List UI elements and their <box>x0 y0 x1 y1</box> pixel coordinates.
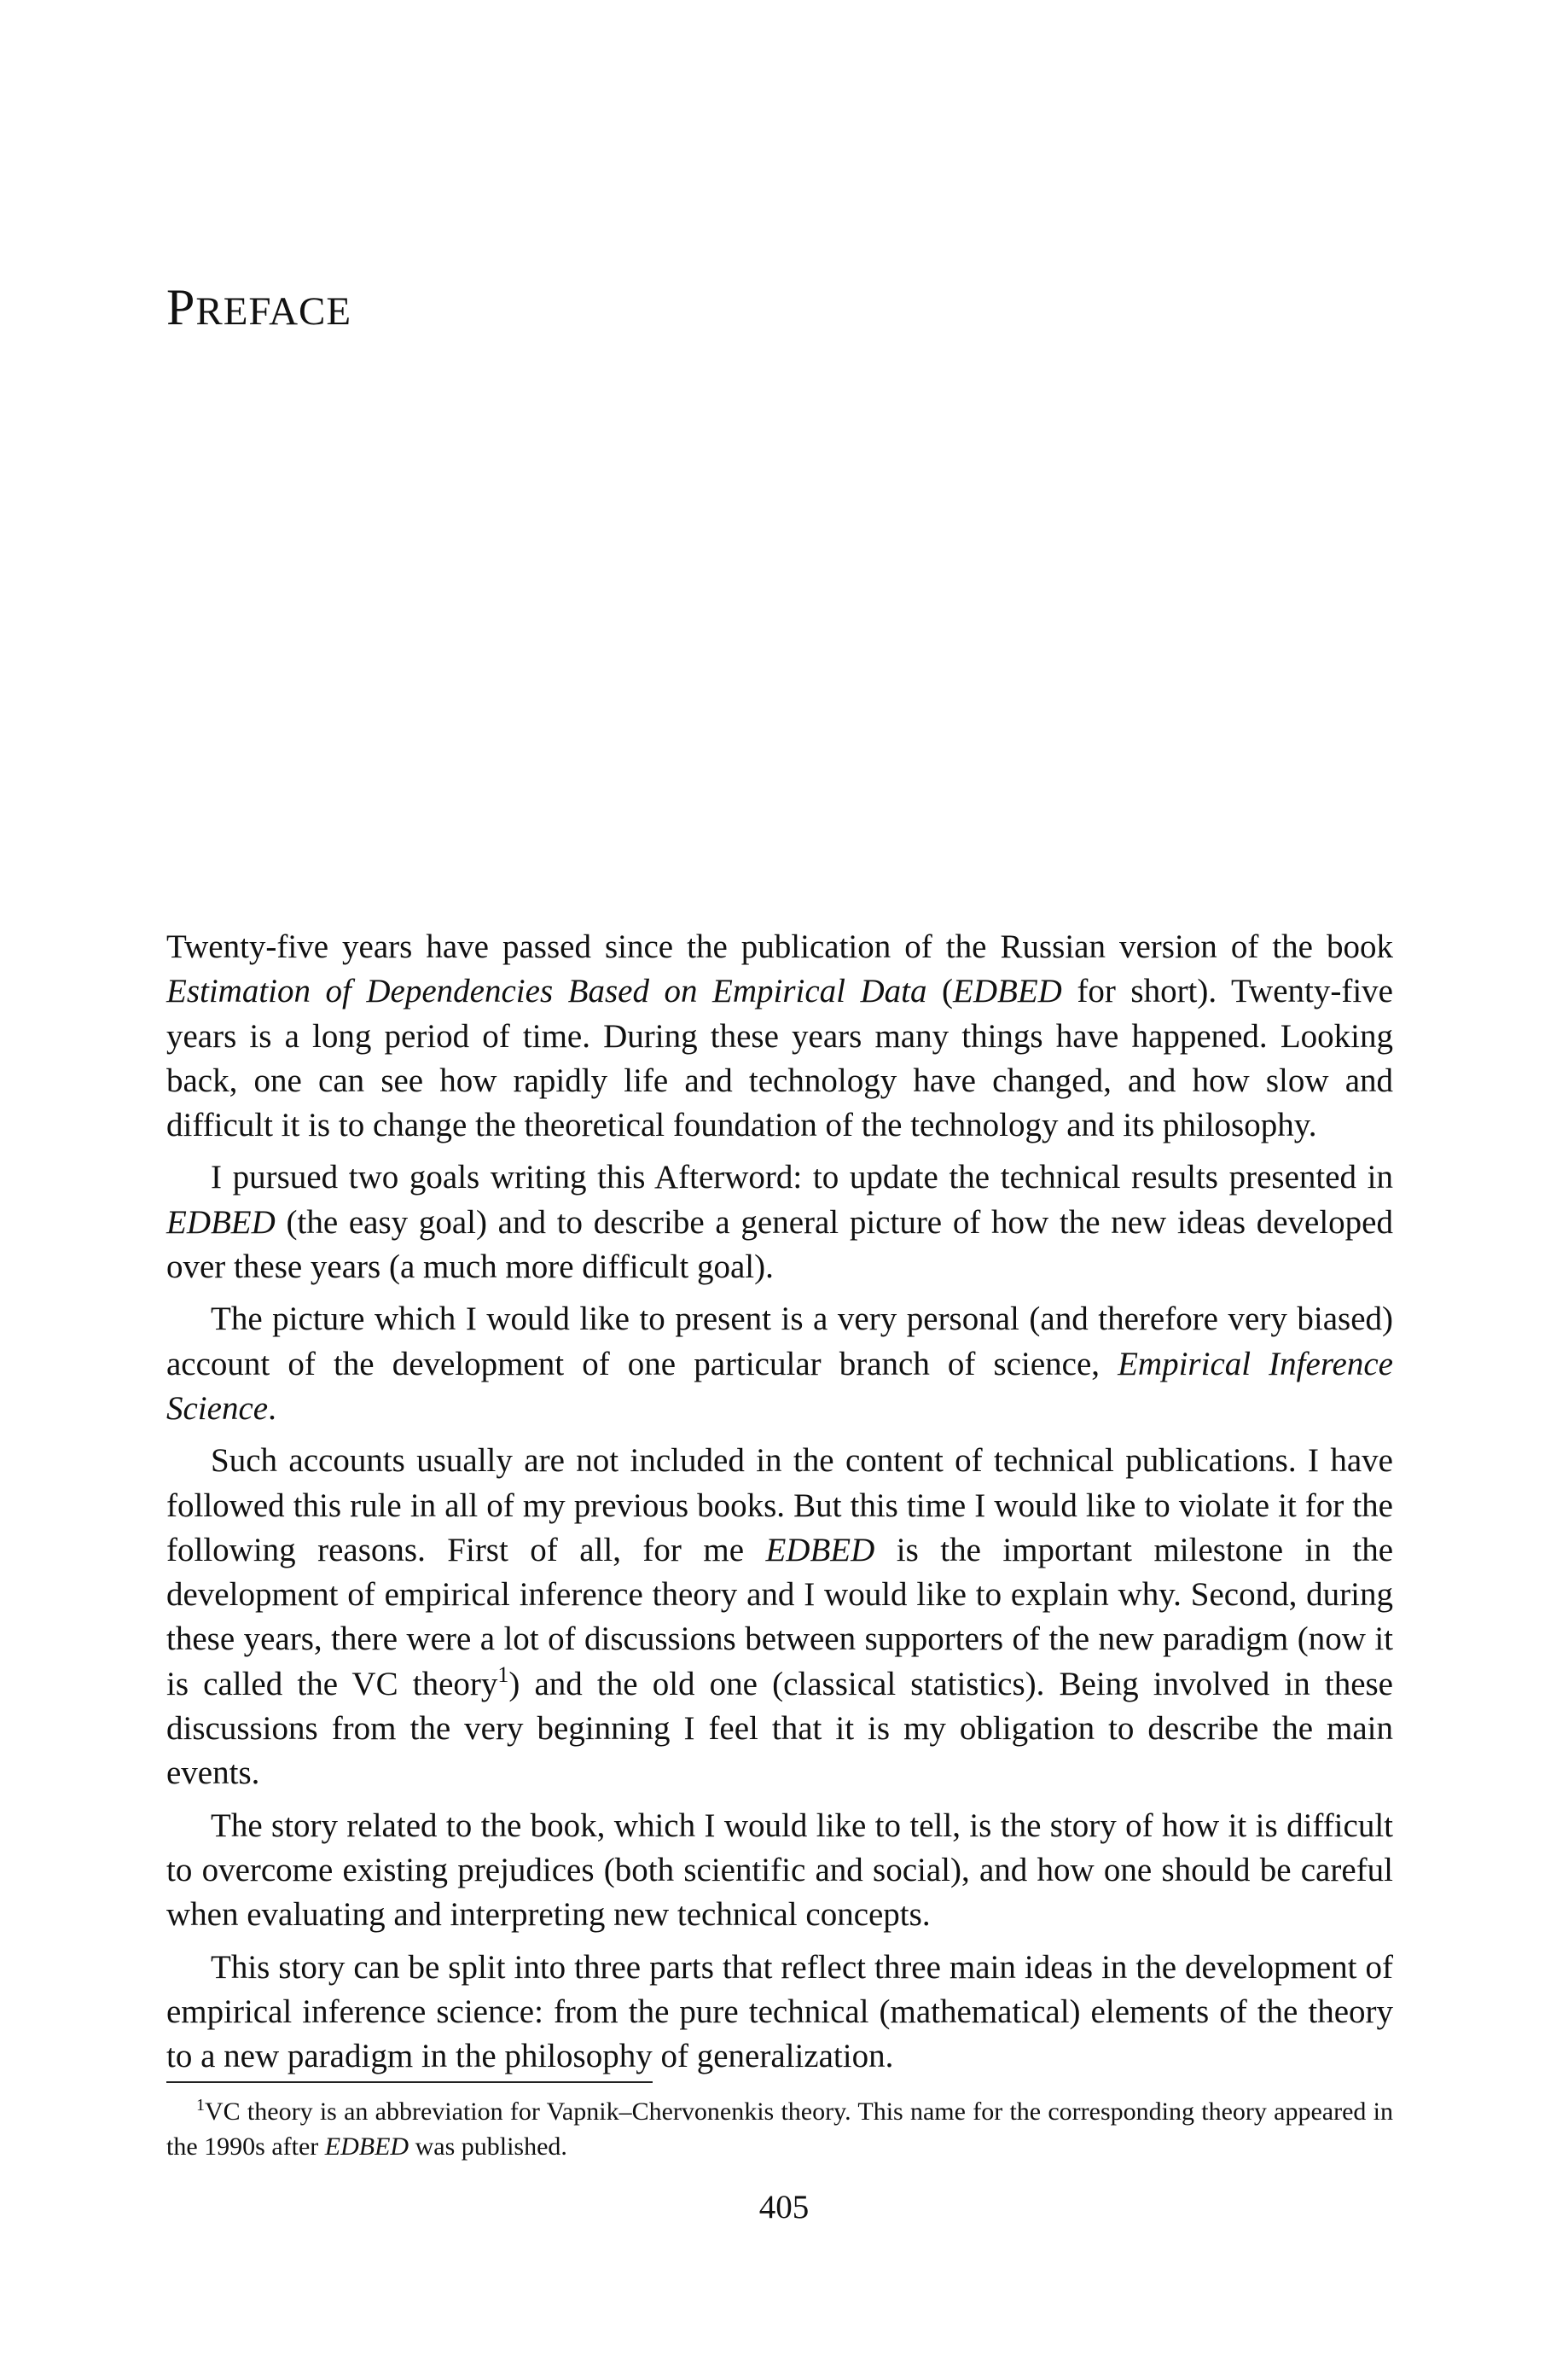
page-number: 405 <box>758 2189 810 2225</box>
paragraph-1-text-a: Twenty-five years have passed since the publication of the Russian version of the book <box>166 928 1393 965</box>
paragraph-3-text-a: The picture which I would like to present is a very personal (and therefore very biased) account of the development of one particular branch of science, <box>166 1300 1393 1382</box>
paragraph-5-text: The story related to the book, which I would like to tell, is the story of how it is difficult to overcome existing prejudices (both scientific and social), and how one should be careful when evaluating and interpreting new technical concepts. <box>166 1807 1393 1934</box>
paragraph-2-text-a: I pursued two goals writing this Afterword: to update the technical results presented in <box>211 1159 1393 1196</box>
chapter-title-initial: P <box>166 279 196 335</box>
paragraph-6 <box>166 1946 1393 2080</box>
footnote <box>166 2094 1393 2164</box>
chapter-title-smallcaps: REFACE <box>195 289 352 334</box>
paragraph-3-text-b: . <box>268 1389 276 1427</box>
book-title-italic: Estimation of Dependencies Based on Empirical Data <box>166 973 927 1010</box>
paragraph-4 <box>166 1439 1393 1795</box>
chapter-title <box>166 279 352 335</box>
footnote-divider <box>166 2081 653 2083</box>
edbed-abbrev-italic: EDBED <box>324 2132 409 2161</box>
footnote-reference[interactable]: 1 <box>497 1661 509 1687</box>
paragraph-6-text: This story can be split into three parts that reflect three main ideas in the development of empirical inference science: from the pure technical (mathematical) elements of the theory to a new paradigm in the philosophy of generalization. <box>166 1948 1393 2075</box>
empirical-inference-science-italic: Empirical Inference Science <box>166 1345 1393 1427</box>
footnote-marker: 1 <box>196 2096 205 2115</box>
paragraph-4-text-a: Such accounts usually are not included in the content of technical publications. I have followed this rule in all of my previous books. But this time I would like to violate it for the following reasons. First of all, for me <box>166 1442 1393 1568</box>
footnote-text-a: VC theory is an abbreviation for Vapnik–Chervonenkis theory. This name for the corresponding theory appeared in the 1990s after <box>166 2097 1393 2161</box>
edbed-abbrev-italic: EDBED <box>765 1531 875 1568</box>
paragraph-3 <box>166 1297 1393 1431</box>
paragraph-5 <box>166 1804 1393 1938</box>
paragraph-4-text-c: ) and the old one (classical statistics). Being involved in these discussions from the very beginning I feel that it is my obligation to describe the main events. <box>166 1665 1393 1792</box>
edbed-abbrev-italic: EDBED <box>166 1203 276 1241</box>
edbed-abbrev-italic: EDBED <box>953 973 1062 1010</box>
footnote-text-b: was published. <box>409 2132 567 2161</box>
paragraph-2-text-b: (the easy goal) and to describe a general picture of how the new ideas developed over these years (a much more difficult goal). <box>166 1203 1393 1286</box>
paragraph-4-text-b: is the important milestone in the development of empirical inference theory and I would like to explain why. Second, during these years, there were a lot of discussions between supporters of the new paradigm (now it is called the VC theory <box>166 1531 1393 1702</box>
paragraph-1-text-c: for short). Twenty-five years is a long period of time. During these years many things have happened. Looking back, one can see how rapidly life and technology have changed, and how slow and difficult it is to change the theoretical foundation of the technology and its philosophy. <box>166 973 1393 1144</box>
paragraph-1-text-b: ( <box>926 973 954 1010</box>
body-text <box>166 925 1393 2079</box>
paragraph-1 <box>166 925 1393 1148</box>
paragraph-2 <box>166 1155 1393 1289</box>
